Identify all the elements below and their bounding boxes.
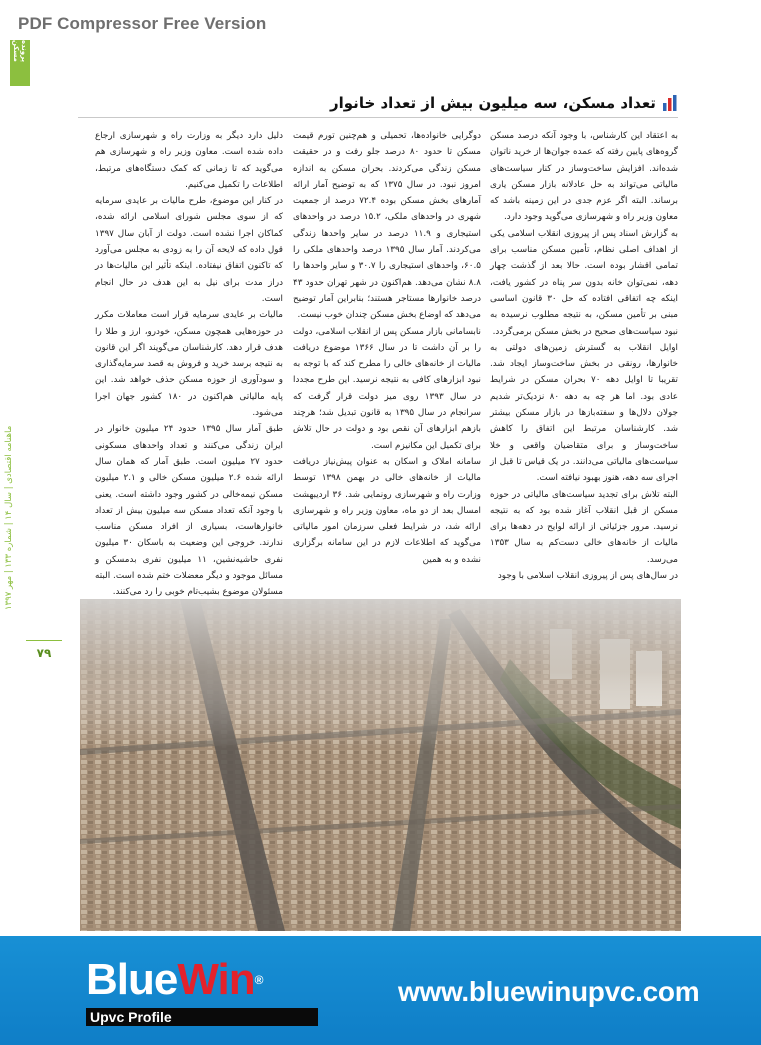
- watermark-text: PDF Compressor Free Version: [18, 14, 267, 33]
- page-number: ۷۹: [26, 640, 62, 665]
- article-headline: [330, 90, 682, 116]
- section-tab-label: پرونده مسکن: [12, 40, 28, 63]
- headline-divider: [78, 117, 678, 118]
- paragraph: البته تلاش برای تجدید سیاست‌های مالیاتی در حوزه مسکن از قبل انقلاب آغاز شده بود که به نتیجه نرسید. مرور جزئیاتی از ارائه لوایح در دهه‌ها برای مالیات از خانه‌های خالی دست‌کم به سال ۱۳۵۳ می‌رسد.: [490, 489, 678, 565]
- ad-website-link[interactable]: www.bluewinupvc.com: [398, 976, 700, 1007]
- paragraph: سامانه املاک و اسکان به عنوان پیش‌نیاز دریافت مالیات از خانه‌های خالی در بهمن ۱۳۹۸ توسط وزارت راه و شهرسازی رونمایی شد. ۳۶ اردیبهشت امسال بعد از دو ماه، معاون وزیر راه و شهرسازی ارائه شد، در شرایط فعلی سرزمان امور مالیاتی می‌گوید که اطلاعات لازم در این سامانه برگزاری نشده و به همین: [293, 456, 481, 565]
- article-column-left: [95, 128, 284, 598]
- paragraph: در کنار این موضوع، طرح مالیات بر عایدی سرمایه که از سوی مجلس شورای اسلامی ارائه شده، کماکان اجرا نشده است. دولت از آبان سال ۱۳۹۷ قول داده که لایحه آن را به زودی به مجلس می‌آورد که تاکنون اتفاق نیفتاده. اینکه تأثیر این مالیات‌ها در دراز مدت برای نیل به این هدف در حال انجام است.: [95, 196, 283, 304]
- paragraph: طبق آمار سال ۱۳۹۵ حدود ۲۴ میلیون خانوار در ایران زندگی می‌کنند و تعداد واحدهای مسکونی حدود ۲۷ میلیون است. طبق آمار که همان سال ارائه شده ۲.۶ میلیون مسکن خالی و ۲.۱ میلیون مسکن نیمه‌خالی در کشور وجود داشته است. یعنی با وجود آنکه تعداد مسکن سه میلیون بیش از تعداد خانوارهاست، بسیاری از افراد مسکن مناسب ندارند. خروجی این وضعیت به باسکان ۳۰ میلیون نفری حاشیه‌نشین، ۱۱ میلیون نفری بدمسکن و مسائل موجود و دیگر معضلات ختم شده است. البته مسئولان موضوع بشیب‌تام خوبی را رد می‌کنند.: [95, 424, 283, 598]
- brand-name: [86, 955, 263, 1004]
- paragraph: نابسامانی بازار مسکن پس از انقلاب اسلامی، دولت را بر آن داشت تا در سال ۱۳۶۶ موضوع دریافت مالیات از خانه‌های خالی را مطرح کند که با توجه به نبود ابزارهای کافی به نتیجه نرسید. این طرح مجددا در سال ۱۳۹۳ روی میز دولت قرار گرفت که سرانجام در سال ۱۳۹۵ به قانون تبدیل شد؛ هرچند بازهم ابزارهای آن نقص بود و دولت در حال تلاش برای تکمیل این مکانیزم است.: [293, 326, 482, 451]
- brand-tagline: Upvc Profile: [86, 1008, 318, 1026]
- section-tab: [10, 40, 30, 86]
- paragraph: دوگرایی خانواده‌ها، تحمیلی و هم‌چنین تورم قیمت مسکن تا حدود ۸۰ درصد جلو رفت و در حقیقت مسکن زندگی می‌کردند. بحران مسکن به اندازه امروز نبود. در سال ۱۳۷۵ که به توضیح آمار ارائه آمارهای بخش مسکن بوده ۷۲.۴ درصد از جمعیت شهری در واحدهای ملکی، ۱۵.۲ درصد در واحدهای استیجاری و ۱۱.۹ درصد در سایر واحدها زندگی می‌کردند. آمار سال ۱۳۹۵ درصد واحدهای ملکی را ۶۰.۵، واحدهای استیجاری را ۳۰.۷ و سایر واحدها را ۸.۸ نشان می‌دهد. هم‌اکنون در شهر تهران حدود ۴۳ درصد خانوارها مستاجر هستند؛ بنابراین آمار توضیح می‌دهد که اوضاع بخش مسکن چندان خوب نیست.: [293, 131, 482, 321]
- paragraph: دلیل دارد دیگر به وزارت راه و شهرسازی ارجاع داده شده است. معاون وزیر راه و شهرسازی هم می‌گوید که تا زمانی که کمک دستگاه‌های مرتبط، اطلاعات را تکمیل می‌کنیم.: [95, 131, 283, 190]
- registered-mark: ®: [254, 973, 263, 987]
- brand-name-part2: Win: [177, 955, 255, 1004]
- aerial-city-photo: [80, 599, 681, 931]
- bar-chart-icon: [662, 94, 678, 112]
- bluewin-advertisement[interactable]: [0, 936, 761, 1045]
- paragraph: در سال‌های پس از پیروزی انقلاب اسلامی با وجود: [497, 571, 678, 582]
- paragraph: به گزارش اسناد پس از پیروزی انقلاب اسلامی یکی از اهداف اصلی نظام، تأمین مسکن مناسب برای تمامی اقشار بوده است. حالا بعد از گذشت چهار دهه، نمی‌توان خانه بدون سر پناه در کشور یافت، اینکه چه اتفاقی افتاده که حل ۳۰ قانون اساسی مبنی بر تأمین مسکن، به نتیجه مطلوب نرسیده به نبود سیاست‌های صحیح در بخش مسکن برمی‌گردد.: [490, 228, 678, 337]
- article-column-right: [490, 128, 678, 583]
- bluewin-logo: [78, 952, 318, 1032]
- paragraph: مالیات بر عایدی سرمایه قرار است معاملات مکرر در حوزه‌هایی همچون مسکن، خودرو، ارز و طلا را هدف قرار دهد. کارشناسان می‌گویند اگر این قانون به نتیجه برسد خرید و فروش به قصد سرمایه‌گذاری و سودآوری از حوزه مسکن حذف خواهد شد. این پایه مالیاتی هم‌اکنون در ۱۸۰ کشور جهان اجرا می‌شود.: [95, 310, 284, 419]
- vertical-issue-caption: ماهنامه اقتصادی | سال ۱۴ | شماره ۱۳۳ | مهر ۱۳۹۷: [4, 425, 14, 610]
- brand-name-part1: Blue: [86, 955, 178, 1004]
- aerial-city-icon: [80, 599, 681, 931]
- article-column-middle: [293, 128, 481, 583]
- headline-text: تعداد مسکن، سه میلیون بیش از تعداد خانوار: [330, 94, 656, 112]
- paragraph: به اعتقاد این کارشناس، با وجود آنکه درصد مسکن گروه‌های پایین رفته که عمده جوان‌ها از خرید ناتوان شده‌اند. افزایش ساخت‌وساز در کنار سیاست‌های مالیاتی می‌تواند به حل عادلانه بازار مسکن یاری برساند. البته اگر عزم جدی در این زمینه باشد که معاون وزیر راه و شهرسازی می‌گوید وجود دارد.: [490, 131, 678, 223]
- paragraph: اوایل انقلاب به گسترش زمین‌های دولتی به خانوارها، رونقی در بخش ساخت‌وساز ایجاد شد. تقریبا تا اوایل دهه ۷۰ بحران مسکن در شرایط عادی بود. اما هر چه به دهه ۸۰ نزدیک‌تر شدیم جولان دلال‌ها و سفته‌بازها در بازار مسکن بیشتر شد. کارشناسان مرتبط این اتفاق را کاهش ساخت‌وساز و برای متقاضیان واقعی و خلا سیاست‌های مالیاتی می‌دانند. در یک قیاس تا قبل از اجرای سه دهه، هنوز بهبود نیافته است.: [490, 342, 678, 484]
